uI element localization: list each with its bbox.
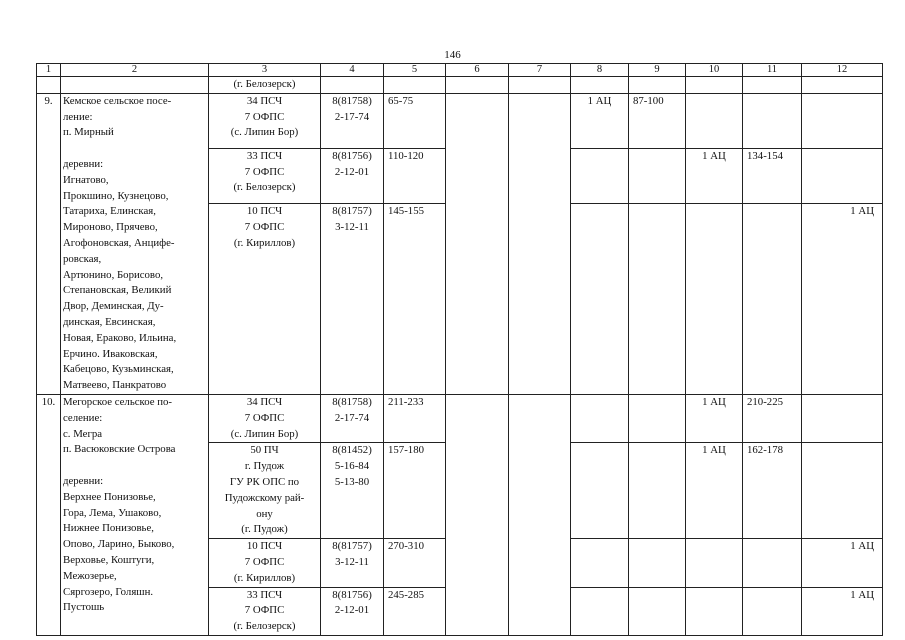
phone-cell: 8(81757) 3-12-11 xyxy=(321,539,384,587)
carry-over-row xyxy=(37,77,883,94)
col11-cell xyxy=(743,587,802,635)
station-cell: 34 ПСЧ 7 ОФПС (с. Липин Бор) xyxy=(209,394,321,442)
village-line: Прокшино, Кузнецово, xyxy=(63,189,169,202)
col-header-6: 6 xyxy=(446,64,509,77)
phone-cell: 8(81756) 2-12-01 xyxy=(321,148,384,203)
village-line: Нижнее Понизовье, xyxy=(63,522,154,535)
col10-cell: 1 АЦ xyxy=(686,394,743,442)
col-header-3: 3 xyxy=(209,64,321,77)
village-line: Игнатово, xyxy=(63,173,109,186)
col9-cell xyxy=(629,148,686,203)
col-header-7: 7 xyxy=(509,64,571,77)
col11-cell xyxy=(743,539,802,587)
col9-cell xyxy=(629,443,686,539)
col9-cell xyxy=(629,587,686,635)
settlement-name-line: с. Мегра xyxy=(63,427,103,440)
village-line: Кабецово, Кузьминская, xyxy=(63,363,174,376)
phone-cell: 8(81452) 5-16-84 5-13-80 xyxy=(321,443,384,539)
col9-cell xyxy=(629,203,686,394)
col8-cell xyxy=(571,539,629,587)
station-cell: 10 ПСЧ 7 ОФПС (г. Кириллов) xyxy=(209,539,321,587)
col12-cell xyxy=(802,93,883,148)
time-cell: 65-75 xyxy=(384,93,446,148)
settlement-cell xyxy=(61,93,209,394)
time-cell: 110-120 xyxy=(384,148,446,203)
col9-cell xyxy=(629,539,686,587)
col10-cell xyxy=(686,587,743,635)
village-line: Опово, Ларино, Быково, xyxy=(63,538,175,551)
col-header-8: 8 xyxy=(571,64,629,77)
column-number-row xyxy=(37,64,883,77)
col-header-4: 4 xyxy=(321,64,384,77)
col8-cell xyxy=(571,394,629,442)
col11-cell xyxy=(743,203,802,394)
time-cell: 145-155 xyxy=(384,203,446,394)
col-header-9: 9 xyxy=(629,64,686,77)
col-header-11: 11 xyxy=(743,64,802,77)
station-cell: 33 ПСЧ 7 ОФПС (г. Белозерск) xyxy=(209,148,321,203)
page-number: 146 xyxy=(444,49,461,61)
col11-cell: 134-154 xyxy=(743,148,802,203)
col-header-12: 12 xyxy=(802,64,883,77)
col12-cell xyxy=(802,148,883,203)
village-line: динская, Евсинская, xyxy=(63,315,156,328)
col11-cell: 162-178 xyxy=(743,443,802,539)
phone-cell: 8(81757) 3-12-11 xyxy=(321,203,384,394)
village-line: Ерчино. Иваковская, xyxy=(63,347,158,360)
col8-cell xyxy=(571,148,629,203)
village-line: Сяргозеро, Голяшн. xyxy=(63,585,154,598)
villages-label: деревни: xyxy=(63,474,104,487)
carry-over-station: (г. Белозерск) xyxy=(209,77,321,94)
col8-cell: 1 АЦ xyxy=(571,93,629,148)
row-number: 10. xyxy=(37,394,61,635)
phone-cell: 8(81758) 2-17-74 xyxy=(321,93,384,148)
settlement-cell xyxy=(61,394,209,635)
phone-cell: 8(81758) 2-17-74 xyxy=(321,394,384,442)
table-row xyxy=(37,93,883,148)
station-cell: 10 ПСЧ 7 ОФПС (г. Кириллов) xyxy=(209,203,321,394)
fire-response-table xyxy=(36,63,883,636)
village-line: Верховье, Коштуги, xyxy=(63,553,155,566)
time-cell: 157-180 xyxy=(384,443,446,539)
table-row xyxy=(37,394,883,442)
village-line: Агофоновская, Анцифе- xyxy=(63,236,175,249)
col10-cell xyxy=(686,539,743,587)
settlement-name-line: Мегорское сельское по- xyxy=(63,395,173,408)
time-cell: 270-310 xyxy=(384,539,446,587)
village-line: Гора, Лема, Ушаково, xyxy=(63,506,162,519)
settlement-name-line: п. Васюковские Острова xyxy=(63,443,176,456)
village-line: Татариха, Елинская, xyxy=(63,205,156,218)
villages-label: деревни: xyxy=(63,157,104,170)
station-cell: 34 ПСЧ 7 ОФПС (с. Липин Бор) xyxy=(209,93,321,148)
col-header-5: 5 xyxy=(384,64,446,77)
village-line: Верхнее Понизовье, xyxy=(63,490,156,503)
col12-cell: 1 АЦ xyxy=(802,203,883,394)
village-line: Мироново, Прячево, xyxy=(63,221,158,234)
col9-cell xyxy=(629,394,686,442)
village-line: ровская, xyxy=(63,252,102,265)
col11-cell: 210-225 xyxy=(743,394,802,442)
station-cell: 50 ПЧ г. Пудож ГУ РК ОПС по Пудожскому рай- ону (г. Пудож) xyxy=(209,443,321,539)
village-line: Новая, Ераково, Ильина, xyxy=(63,331,177,344)
time-cell: 211-233 xyxy=(384,394,446,442)
settlement-name-line: ление: xyxy=(63,110,93,123)
col12-cell: 1 АЦ xyxy=(802,587,883,635)
village-line: Степановская, Великий xyxy=(63,284,172,297)
col-header-1: 1 xyxy=(37,64,61,77)
col10-cell xyxy=(686,203,743,394)
village-line: Артюнино, Борисово, xyxy=(63,268,164,281)
col10-cell xyxy=(686,93,743,148)
village-line: Межозерье, xyxy=(63,569,117,582)
village-line: Матвеево, Панкратово xyxy=(63,379,167,392)
settlement-name-line: Кемское сельское посе- xyxy=(63,94,172,107)
col12-cell xyxy=(802,443,883,539)
col10-cell: 1 АЦ xyxy=(686,148,743,203)
col12-cell xyxy=(802,394,883,442)
col8-cell xyxy=(571,443,629,539)
settlement-name-line: п. Мирный xyxy=(63,126,114,139)
col-header-2: 2 xyxy=(61,64,209,77)
station-cell: 33 ПСЧ 7 ОФПС (г. Белозерск) xyxy=(209,587,321,635)
village-line: Двор, Деминская, Ду- xyxy=(63,300,164,313)
col11-cell xyxy=(743,93,802,148)
col8-cell xyxy=(571,587,629,635)
col10-cell: 1 АЦ xyxy=(686,443,743,539)
row-number: 9. xyxy=(37,93,61,394)
settlement-name-line: селение: xyxy=(63,411,103,424)
time-cell: 245-285 xyxy=(384,587,446,635)
col12-cell: 1 АЦ xyxy=(802,539,883,587)
village-line: Пустошь xyxy=(63,601,105,614)
phone-cell: 8(81756) 2-12-01 xyxy=(321,587,384,635)
col8-cell xyxy=(571,203,629,394)
col-header-10: 10 xyxy=(686,64,743,77)
col9-cell: 87-100 xyxy=(629,93,686,148)
